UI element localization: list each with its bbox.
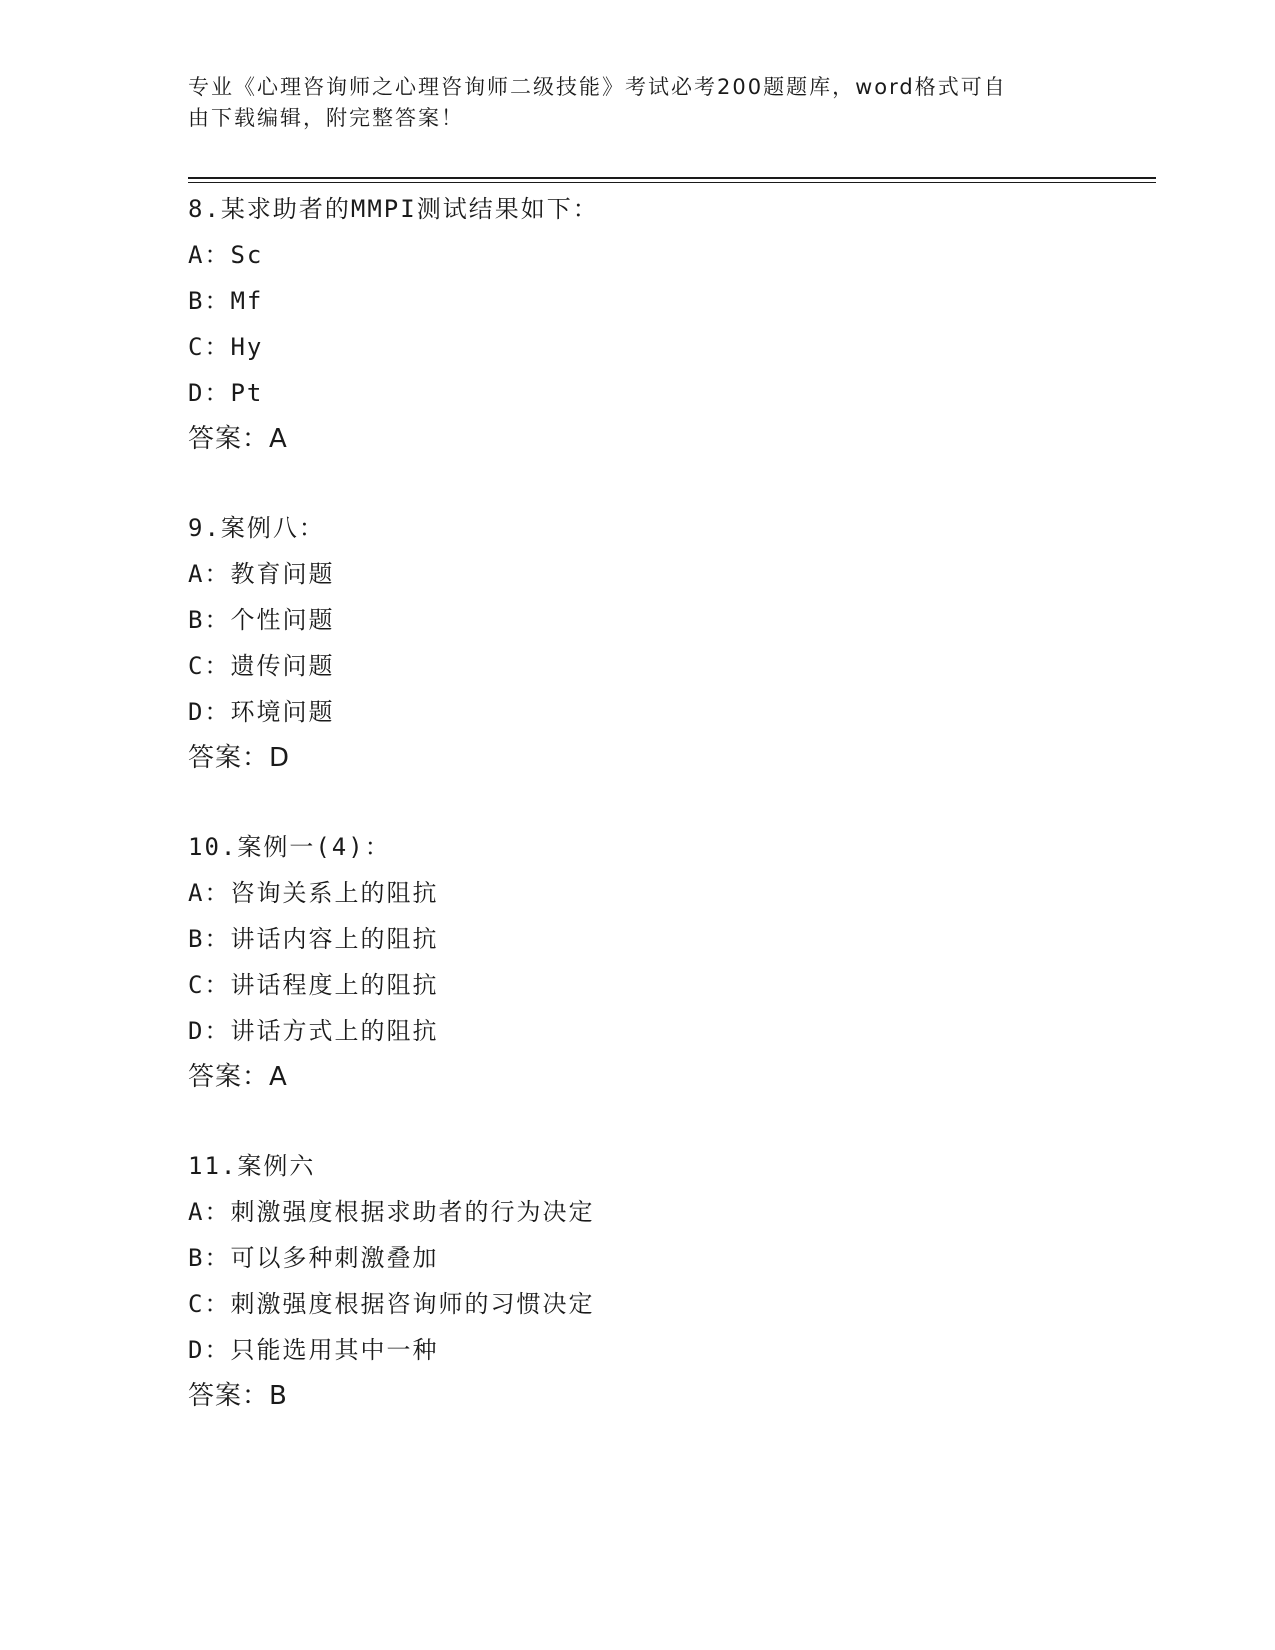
option-d: D：Pt bbox=[188, 379, 264, 407]
answer-label: 答案：A bbox=[188, 1062, 288, 1092]
question-8 bbox=[188, 186, 599, 462]
answer-label: 答案：D bbox=[188, 743, 291, 773]
option-a: A：咨询关系上的阻抗 bbox=[188, 879, 439, 907]
option-b: B：Mf bbox=[188, 287, 264, 315]
document-intro bbox=[188, 72, 1068, 134]
option-d: D：只能选用其中一种 bbox=[188, 1336, 439, 1364]
question-stem: 11.案例六 bbox=[188, 1152, 316, 1180]
question-9 bbox=[188, 505, 334, 781]
option-b: B：可以多种刺激叠加 bbox=[188, 1244, 439, 1272]
option-b: B：讲话内容上的阻抗 bbox=[188, 925, 439, 953]
intro-line-2: 由下载编辑，附完整答案！ bbox=[188, 106, 464, 130]
option-c: C：遗传问题 bbox=[188, 652, 335, 680]
option-c: C：Hy bbox=[188, 333, 264, 361]
option-a: A：刺激强度根据求助者的行为决定 bbox=[188, 1198, 595, 1226]
intro-line-1: 专业《心理咨询师之心理咨询师二级技能》考试必考200题题库，word格式可自 bbox=[188, 75, 1007, 99]
question-11 bbox=[188, 1143, 594, 1419]
question-stem: 10.案例一(4)： bbox=[188, 833, 391, 861]
option-c: C：刺激强度根据咨询师的习惯决定 bbox=[188, 1290, 595, 1318]
option-c: C：讲话程度上的阻抗 bbox=[188, 971, 439, 999]
question-stem: 8.某求助者的MMPI测试结果如下： bbox=[188, 195, 599, 223]
option-d: D：环境问题 bbox=[188, 698, 335, 726]
answer-label: 答案：B bbox=[188, 1381, 288, 1411]
question-stem: 9.案例八： bbox=[188, 514, 325, 542]
header-divider bbox=[188, 177, 1156, 183]
option-a: A：教育问题 bbox=[188, 560, 335, 588]
option-a: A：Sc bbox=[188, 241, 264, 269]
answer-label: 答案：A bbox=[188, 424, 288, 454]
option-b: B：个性问题 bbox=[188, 606, 335, 634]
option-d: D：讲话方式上的阻抗 bbox=[188, 1017, 439, 1045]
question-10 bbox=[188, 824, 438, 1100]
